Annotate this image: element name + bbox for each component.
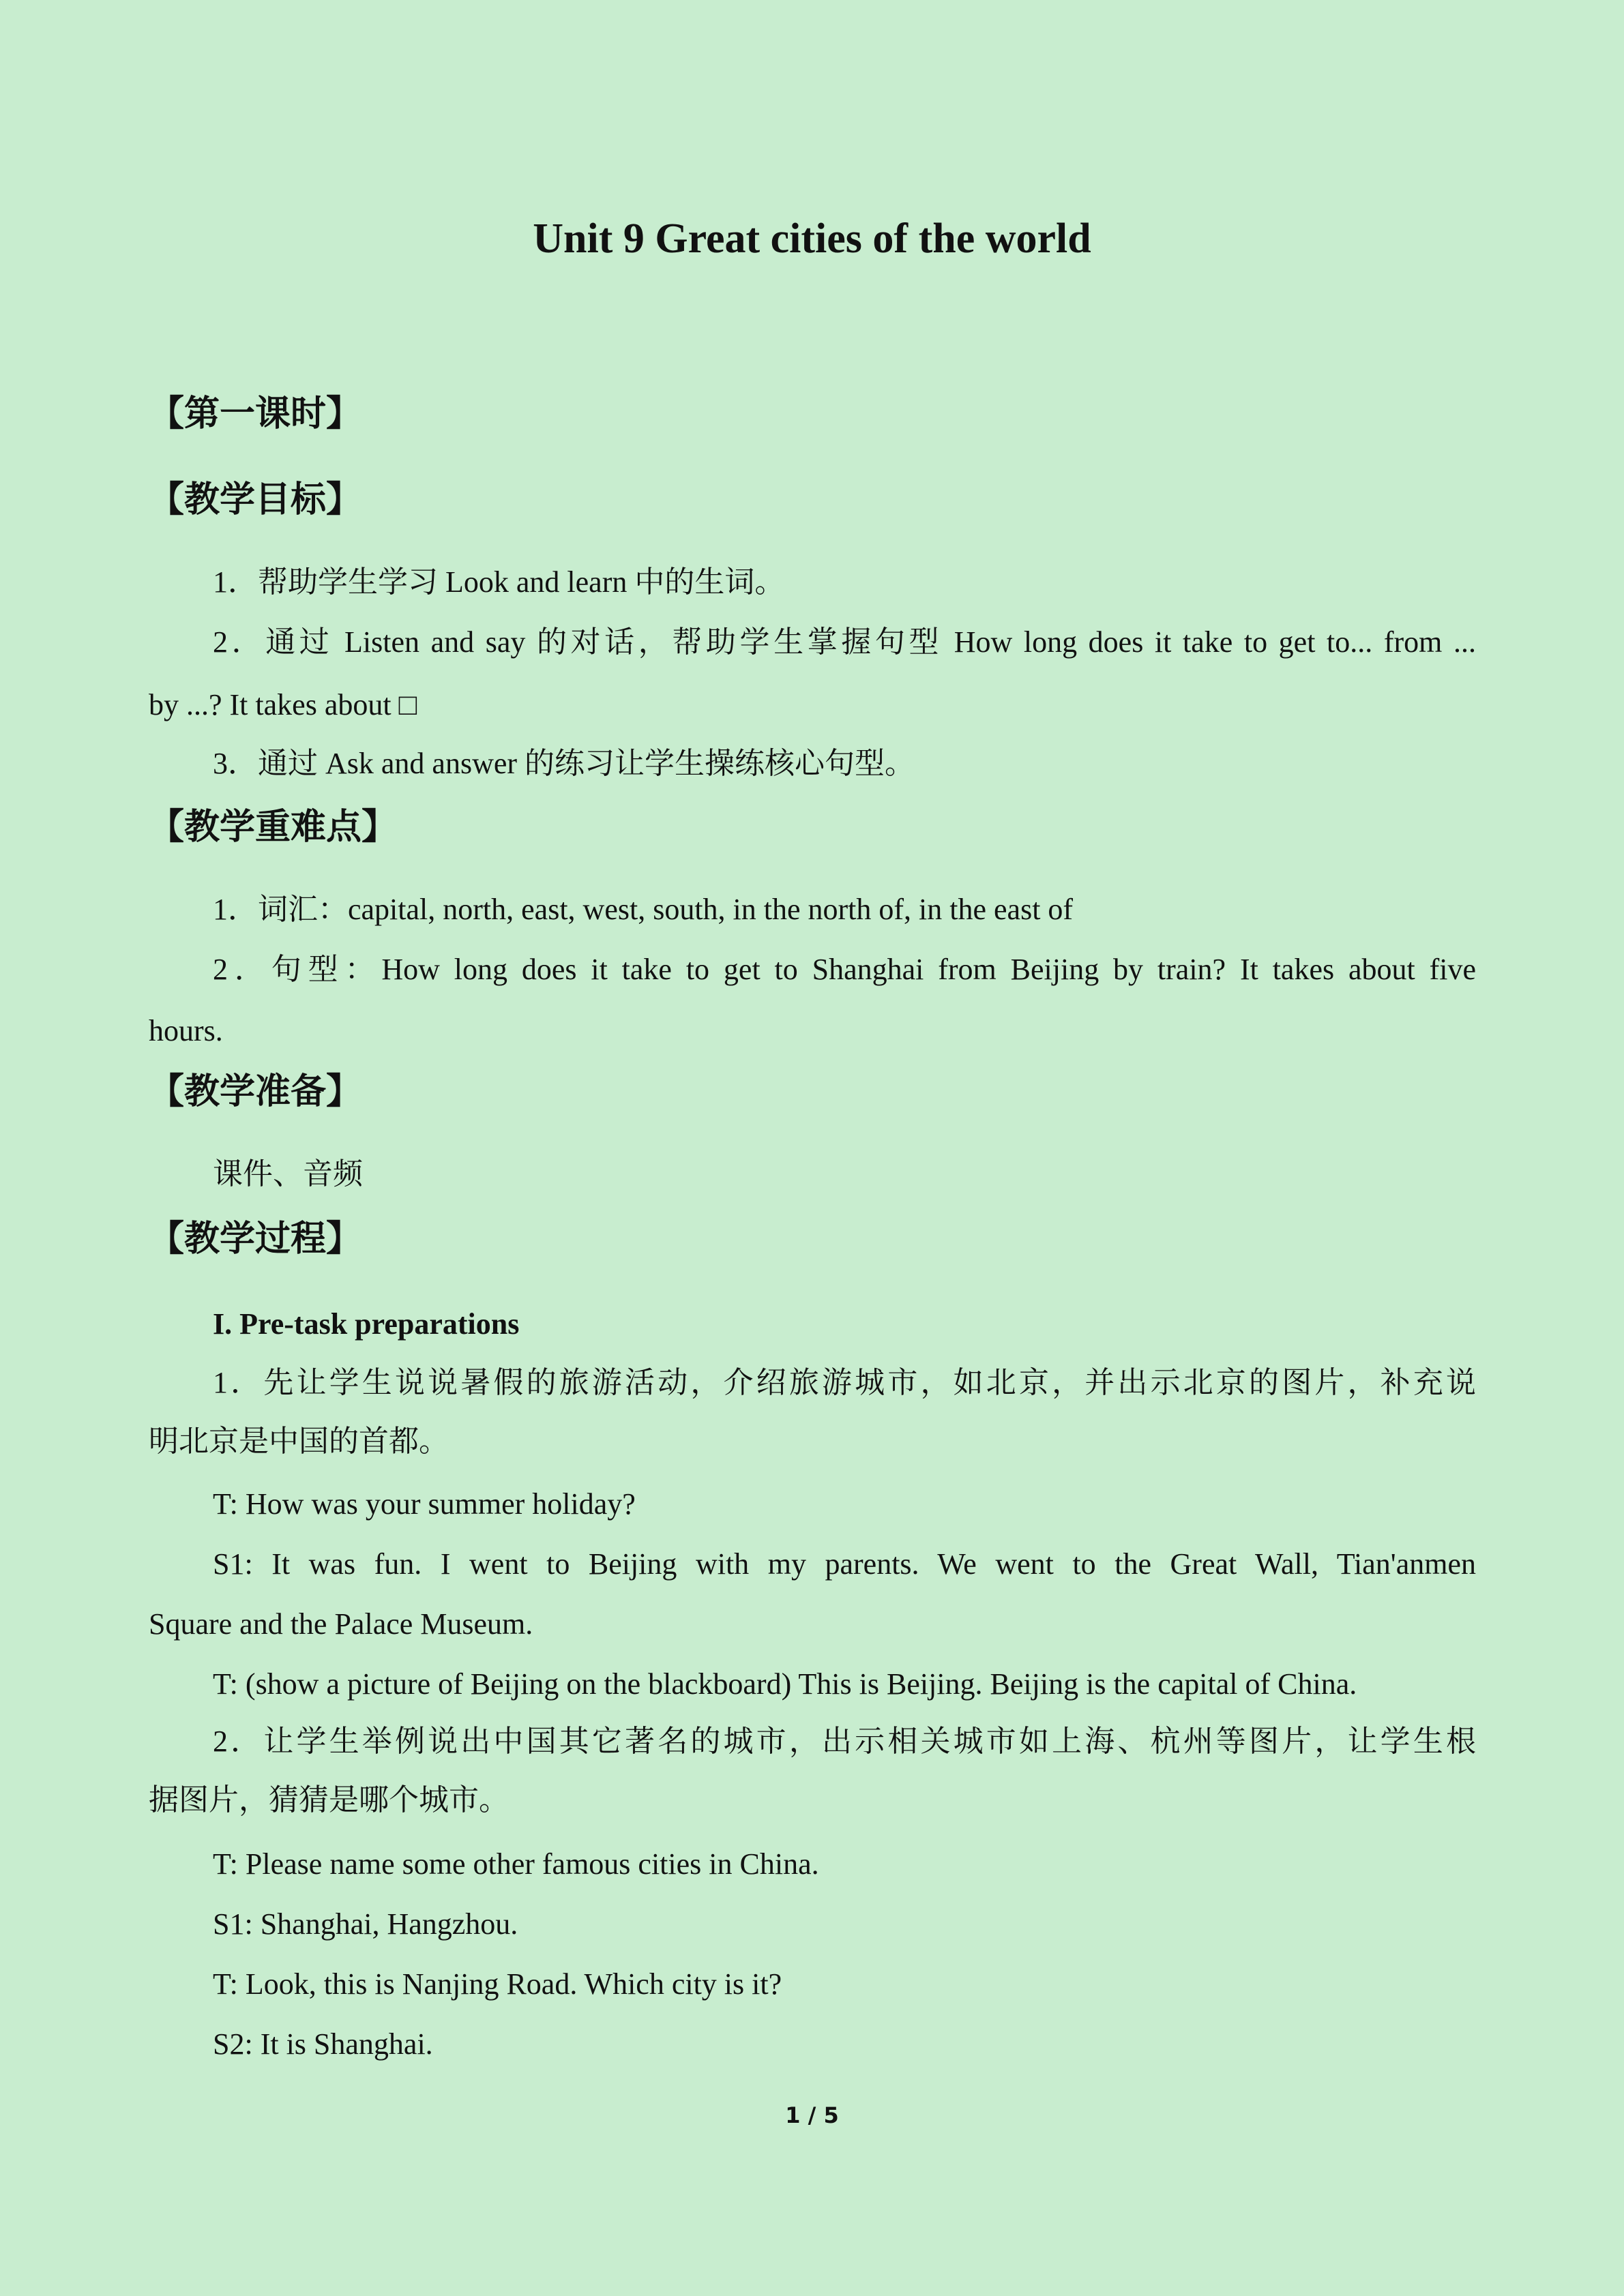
section-heading-preparation: 【教学准备】 xyxy=(149,1071,362,1112)
page-number: 1 / 5 xyxy=(785,2102,839,2128)
process-line-9: T: Please name some other famous cities in China. xyxy=(213,1847,819,1881)
process-subheading: I. Pre-task preparations xyxy=(213,1307,520,1341)
process-line-4: S1: It was fun. I went to Beijing with my parents. We went to the Great Wall, Tian'anmen xyxy=(213,1547,1476,1581)
process-line-7: 2．让学生举例说出中国其它著名的城市，出示相关城市如上海、杭州等图片，让学生根 xyxy=(213,1725,1476,1758)
process-line-3: T: How was your summer holiday? xyxy=(213,1487,636,1521)
preparation-text: 课件、音频 xyxy=(213,1157,363,1191)
key-point-line-2-cont: hours. xyxy=(149,1014,223,1047)
objective-line-3: 3．通过 Ask and answer 的练习让学生操练核心句型。 xyxy=(213,747,915,780)
key-point-line-2: 2．句型：How long does it take to get to Shanghai from Beijing by train? It takes about five xyxy=(213,953,1476,986)
process-line-6: T: (show a picture of Beijing on the blackboard) This is Beijing. Beijing is the capital of China. xyxy=(213,1667,1357,1701)
section-heading-key-points: 【教学重难点】 xyxy=(149,807,398,848)
process-line-1: 1．先让学生说说暑假的旅游活动，介绍旅游城市，如北京，并出示北京的图片，补充说 xyxy=(213,1366,1476,1399)
section-heading-objectives: 【教学目标】 xyxy=(149,479,362,520)
process-line-2: 明北京是中国的首都。 xyxy=(149,1425,449,1458)
section-heading-lesson: 【第一课时】 xyxy=(149,393,362,434)
objective-line-1: 1．帮助学生学习 Look and learn 中的生词。 xyxy=(213,565,785,599)
process-line-11: T: Look, this is Nanjing Road. Which city is it? xyxy=(213,1967,782,2001)
process-line-12: S2: It is Shanghai. xyxy=(213,2027,433,2061)
objective-line-2: 2．通过 Listen and say 的对话，帮助学生掌握句型 How long does it take to get to... from ... xyxy=(213,625,1476,659)
key-point-line-1: 1．词汇：capital, north, east, west, south, in the north of, in the east of xyxy=(213,893,1074,926)
section-heading-process: 【教学过程】 xyxy=(149,1219,362,1259)
process-line-10: S1: Shanghai, Hangzhou. xyxy=(213,1907,518,1941)
objective-line-2-cont: by ...? It takes about □ xyxy=(149,688,417,721)
process-line-5: Square and the Palace Museum. xyxy=(149,1607,533,1641)
process-line-8: 据图片，猜猜是哪个城市。 xyxy=(149,1783,509,1817)
document-title: Unit 9 Great cities of the world xyxy=(533,215,1091,262)
